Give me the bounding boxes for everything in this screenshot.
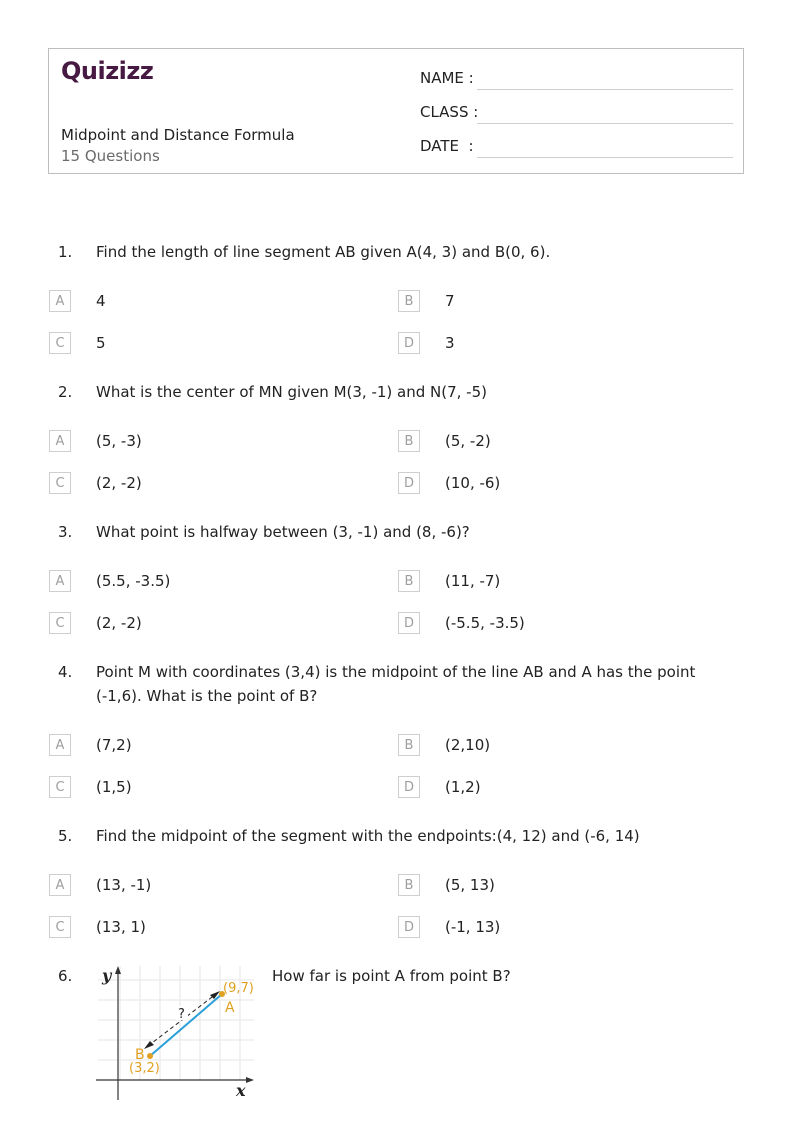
option-text: (1,5) [96,778,132,796]
question-number: 2. [58,383,73,401]
option-text: (1,2) [445,778,481,796]
option-letter-box[interactable]: C [49,776,71,798]
option-letter-box[interactable]: C [49,332,71,354]
worksheet-title: Midpoint and Distance Formula [61,126,295,144]
option-text: (5, -2) [445,432,491,450]
question-text: Find the midpoint of the segment with the endpoints:(4, 12) and (-6, 14) [96,827,640,845]
option-text: (2, -2) [96,474,142,492]
question-number: 1. [58,243,73,261]
question-text: What is the center of MN given M(3, -1) and N(7, -5) [96,383,487,401]
option-letter-box[interactable]: D [398,776,420,798]
question-text: Find the length of line segment AB given A(4, 3) and B(0, 6). [96,243,551,261]
option-text: (2, -2) [96,614,142,632]
option-text: (13, 1) [96,918,146,936]
option-text: (13, -1) [96,876,152,894]
question-number: 6. [58,967,73,985]
option-letter-box[interactable]: C [49,612,71,634]
point-b-coord: (3,2) [129,1061,160,1076]
option-letter-box[interactable]: D [398,612,420,634]
x-axis-label: x [236,1081,246,1100]
coordinate-graph-figure [92,962,262,1104]
question-number: 3. [58,523,73,541]
option-letter-box[interactable]: B [398,874,420,896]
option-letter-box[interactable]: B [398,290,420,312]
question-number: 5. [58,827,73,845]
option-text: (10, -6) [445,474,501,492]
question-text: What point is halfway between (3, -1) and (8, -6)? [96,523,470,541]
option-letter-box[interactable]: C [49,472,71,494]
date-line[interactable] [477,157,733,158]
option-letter-box[interactable]: A [49,570,71,592]
point-b-label: B [135,1047,145,1063]
option-letter-box[interactable]: A [49,874,71,896]
option-letter-box[interactable]: D [398,472,420,494]
y-axis-label: y [102,966,112,985]
question-number: 4. [58,663,73,681]
quizizz-logo: Quizizz [61,57,154,85]
option-letter-box[interactable]: B [398,430,420,452]
option-text: 5 [96,334,106,352]
option-letter-box[interactable]: A [49,430,71,452]
point-b-dot [147,1053,153,1059]
option-letter-box[interactable]: D [398,332,420,354]
worksheet-header [48,48,744,174]
question-count: 15 Questions [61,147,160,165]
option-letter-box[interactable]: D [398,916,420,938]
option-text: (-1, 13) [445,918,501,936]
segment-ab [150,994,222,1056]
name-line[interactable] [477,89,733,90]
option-letter-box[interactable]: B [398,734,420,756]
option-text: (-5.5, -3.5) [445,614,525,632]
option-text: 3 [445,334,455,352]
class-line[interactable] [477,123,733,124]
option-letter-box[interactable]: B [398,570,420,592]
class-label: CLASS : [420,103,479,121]
option-text: (5, -3) [96,432,142,450]
date-label: DATE : [420,137,474,155]
option-text: (7,2) [96,736,132,754]
point-a-coord: (9,7) [223,981,254,996]
x-axis-arrow-icon [246,1077,254,1083]
option-text: (2,10) [445,736,491,754]
option-letter-box[interactable]: A [49,290,71,312]
option-text: 7 [445,292,455,310]
option-text: (5, 13) [445,876,495,894]
arrowhead-b-icon [144,1041,154,1049]
option-text: 4 [96,292,106,310]
name-label: NAME : [420,69,474,87]
option-text: (5.5, -3.5) [96,572,171,590]
option-text: (11, -7) [445,572,501,590]
unknown-label: ? [178,1007,185,1022]
question-text: Point M with coordinates (3,4) is the midpoint of the line AB and A has the point (-1,6). What is the point of B? [96,663,696,705]
question-text: How far is point A from point B? [272,967,511,985]
option-letter-box[interactable]: C [49,916,71,938]
point-a-label: A [225,1000,235,1016]
option-letter-box[interactable]: A [49,734,71,756]
